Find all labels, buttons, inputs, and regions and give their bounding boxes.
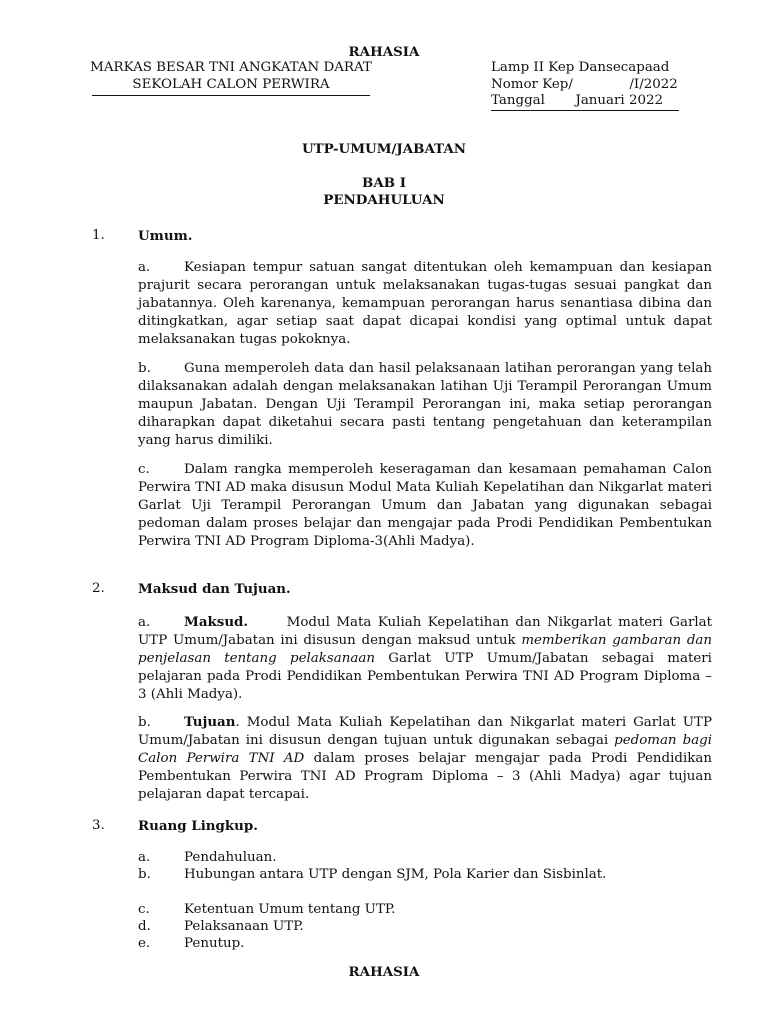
section-1-paragraph-c bbox=[138, 461, 712, 551]
ref-number-label: Nomor Kep/ bbox=[491, 77, 573, 92]
section-1b-letter: b. bbox=[138, 361, 151, 376]
section-1b-text: Guna memperoleh data dan hasil pelaksanaan latihan perorangan yang telah dilaksanakan adalah dengan melaksanakan latihan Uji Terampil Perorangan Umum maupun Jabatan. Dengan Uji Terampil Perorangan ini, maka setiap perorangan diharapkan dapat diketahui secara pasti tentang pengetahuan dan keterampilan yang harus dimiliki. bbox=[138, 361, 712, 448]
section-2a-italic: memberikan gambaran dan penjelasan tentang pelaksanaan bbox=[138, 633, 713, 666]
section-1-paragraph-a bbox=[138, 259, 712, 349]
chapter-title: PENDAHULUAN bbox=[323, 192, 445, 208]
section-1-paragraph-b bbox=[138, 360, 712, 450]
ref-number-value: /I/2022 bbox=[629, 77, 678, 92]
scope-item-text: Pelaksanaan UTP. bbox=[184, 919, 304, 934]
ref-line-1: Lamp II Kep Dansecapaad bbox=[491, 60, 670, 75]
org-line-1: MARKAS BESAR TNI ANGKATAN DARAT bbox=[90, 60, 372, 75]
scope-item-letter: a. bbox=[138, 850, 151, 865]
section-2b-italic: pedoman bagi Calon Perwira TNI AD bbox=[138, 733, 712, 766]
section-1c-text: Dalam rangka memperoleh keseragaman dan kesamaan pemahaman Calon Perwira TNI AD maka disusun Modul Mata Kuliah Kepelatihan dan Nikgarlat materi Garlat Uji Terampil Perorangan Umum dan Jabatan yang digunakan sebagai pedoman dalam proses belajar dan mengajar pada Prodi Pendidikan Pembentukan Perwira TNI AD Program Diploma-3(Ahli Madya). bbox=[138, 462, 712, 549]
section-1-heading: Umum. bbox=[138, 228, 193, 244]
scope-item-text: Pendahuluan. bbox=[184, 850, 277, 865]
section-2b-text-1: . Modul Mata Kuliah Kepelatihan dan Nikgarlat materi Garlat UTP Umum/Jabatan ini disusun dengan tujuan untuk digunakan sebagai bbox=[138, 715, 712, 748]
section-2b-letter: b. bbox=[138, 715, 151, 730]
scope-item-text: Ketentuan Umum tentang UTP. bbox=[184, 902, 396, 917]
scope-item-letter: c. bbox=[138, 902, 150, 917]
scope-item-b bbox=[138, 866, 712, 884]
section-1-number: 1. bbox=[92, 228, 105, 243]
section-1a-text: Kesiapan tempur satuan sangat ditentukan oleh kemampuan dan kesiapan prajurit secara perorangan untuk melaksanakan tugas-tugas sesuai pangkat dan jabatannya. Oleh karenanya, kemampuan perorangan harus senantiasa dibina dan ditingkatkan, agar setiap saat dapat dicapai kondisi yang optimal untuk dapat melaksanakan tugas pokoknya. bbox=[138, 260, 712, 347]
document-title: UTP-UMUM/JABATAN bbox=[302, 141, 466, 157]
section-2a-text-1: Modul Mata Kuliah Kepelatihan dan Nikgarlat materi Garlat UTP Umum/Jabatan ini disusun dengan maksud untuk bbox=[138, 615, 712, 648]
classification-bottom: RAHASIA bbox=[348, 964, 420, 980]
classification-top: RAHASIA bbox=[348, 44, 420, 60]
section-2b-label: Tujuan bbox=[184, 714, 236, 730]
section-2-heading: Maksud dan Tujuan. bbox=[138, 581, 291, 597]
section-2-number: 2. bbox=[92, 581, 105, 596]
ref-date-value: Januari 2022 bbox=[575, 93, 664, 108]
section-3-heading: Ruang Lingkup. bbox=[138, 818, 258, 834]
section-2a-text-2: Garlat UTP Umum/Jabatan sebagai materi pelajaran pada Prodi Pendidikan Pembentukan Perwira TNI AD Program Diploma – 3 (Ahli Madya). bbox=[138, 651, 712, 702]
section-1a-letter: a. bbox=[138, 260, 151, 275]
scope-item-text: Hubungan antara UTP dengan SJM, Pola Karier dan Sisbinlat. bbox=[184, 867, 607, 882]
scope-item-text: Penutup. bbox=[184, 936, 245, 951]
section-2a-label: Maksud. bbox=[184, 614, 249, 630]
section-2b-text-2: dalam proses belajar mengajar pada Prodi Pendidikan Pembentukan Perwira TNI AD Program Diploma – 3 (Ahli Madya) agar tujuan pelajaran dapat tercapai. bbox=[138, 751, 712, 802]
section-2-paragraph-a bbox=[138, 613, 712, 704]
org-underline bbox=[92, 95, 370, 96]
scope-item-letter: e. bbox=[138, 936, 151, 951]
chapter-number: BAB I bbox=[362, 175, 406, 191]
scope-item-letter: b. bbox=[138, 867, 151, 882]
section-2a-letter: a. bbox=[138, 615, 151, 630]
section-1c-letter: c. bbox=[138, 462, 150, 477]
section-3-number: 3. bbox=[92, 818, 105, 833]
ref-date-label: Tanggal bbox=[491, 93, 545, 108]
ref-line-3 bbox=[491, 92, 663, 110]
ref-underline bbox=[491, 110, 679, 111]
section-2-paragraph-b bbox=[138, 713, 712, 804]
org-line-2: SEKOLAH CALON PERWIRA bbox=[132, 77, 330, 92]
scope-item-letter: d. bbox=[138, 919, 151, 934]
